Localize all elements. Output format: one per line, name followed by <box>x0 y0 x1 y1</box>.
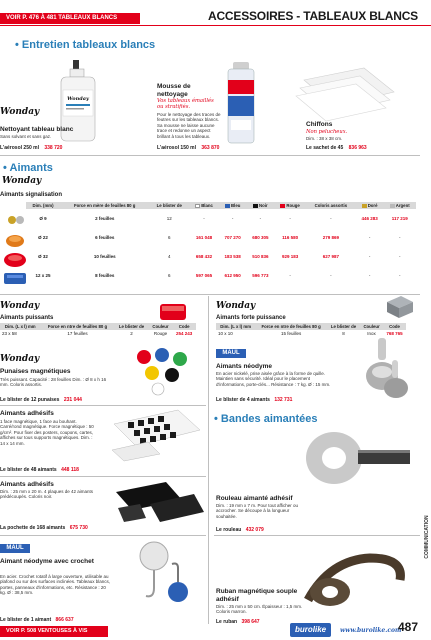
maul-logo: MAUL <box>216 349 246 358</box>
f-couleur: Inox <box>367 331 376 337</box>
col-dim: Dim. (mm) <box>26 202 60 209</box>
nettoyant-price-line <box>0 145 62 151</box>
chiffons-name: Chiffons <box>306 121 333 128</box>
signalisation-cell: 10 feuilles <box>93 253 116 259</box>
adhesifs2-desc: Dim. : 25 mm x 20 m. 4 plaques de 42 aimants prédécoupés. Coloris noir. <box>0 489 94 500</box>
mousse-price-label: L'aérosol 150 ml <box>157 145 196 151</box>
punaises-name: Punaises magnétiques <box>0 368 71 375</box>
signalisation-header-row <box>26 202 416 209</box>
svg-text:Wonday: Wonday <box>67 96 89 102</box>
signalisation-row <box>26 209 416 228</box>
footer-crossref-pill[interactable]: VOIR P. 508 VENTOUSES À VIS <box>0 626 108 637</box>
magnet-thumb-rect <box>3 270 27 286</box>
footer-logo: burolike <box>290 623 331 637</box>
adhesifs1-desc: 1 face magnétique, 1 face au bouhant. Carré/rond magnétique. Force magnétique : 50 g/cm². Pour fixer des posters, coupons, cartes, affiches sur tous supports magnétiques. Dim. : 14 x 14 mm. <box>0 419 94 446</box>
side-tab-communication[interactable] <box>419 515 431 640</box>
adhesifs1-price-label: Le blister de 48 aimants <box>0 467 57 473</box>
col-argent: Argent <box>383 202 416 209</box>
swatch-noir <box>253 204 258 208</box>
p-col-dim: Dim. (L x l) mm <box>0 323 41 330</box>
signalisation-cell[interactable]: 658 432 <box>195 253 213 259</box>
divider-1 <box>0 155 420 156</box>
signalisation-cell: - <box>259 215 262 221</box>
chiffons-image <box>294 60 404 122</box>
signalisation-cell: Ø 32 <box>38 253 48 259</box>
col-blister: Le blister de <box>149 202 189 209</box>
rouleau-price-line <box>216 527 264 533</box>
f-col-dim: Dim. (L x l) mm <box>216 323 255 330</box>
p-force: 17 feuilles <box>67 331 88 337</box>
neodyme-name: Aimants néodyme <box>216 363 272 370</box>
section-heading-bandes: • Bandes aimantées <box>214 413 318 425</box>
col-rouge: Rouge <box>274 202 306 209</box>
f-force: 15 feuilles <box>280 331 302 337</box>
section-heading-aimants: • Aimants <box>3 162 53 174</box>
neodyme-desc: En acier nickelé, prise aisée grâce à la forme de quille. Maintien sans sécurité. Idéal pour le placement d'informations, porte-clés... Résistance : 7 kg. Ø : 15 mm. <box>216 371 331 387</box>
magnet-thumb-32 <box>3 250 27 268</box>
rouleau-image <box>300 428 412 490</box>
p-col-force: Force en ntre de feuilles 80 g <box>41 323 115 330</box>
col-dore: Doré <box>356 202 384 209</box>
brand-wonday-logo-3: Wonday <box>0 301 40 311</box>
col-noir: Noir <box>247 202 275 209</box>
signalisation-cell[interactable]: 707 270 <box>224 234 241 240</box>
signalisation-cell: - <box>368 253 371 259</box>
ruban-ref[interactable]: 398 647 <box>241 619 260 625</box>
chiffons-price-label: Le sachet de 45 <box>306 145 344 151</box>
signalisation-cell: 8 feuilles <box>95 272 115 278</box>
mousse-desc: Pour le nettoyage des traces de feutres sur les tableaux blancs. Sa mousse ne laisse aucune trace et redonne un aspect brillant à tous les tableaux. <box>157 112 221 139</box>
forte-header-row <box>216 323 406 330</box>
header-crossref-pill[interactable]: VOIR P. 476 À 481 TABLEAUX BLANCS <box>0 13 140 24</box>
f-col-code: Code <box>383 323 406 330</box>
rouleau-price-label: Le rouleau <box>216 527 242 533</box>
signalisation-cell: - <box>330 215 332 221</box>
signalisation-table <box>26 202 416 285</box>
page-title: ACCESSOIRES - TABLEAUX BLANCS <box>208 9 418 23</box>
header-rule <box>0 25 431 26</box>
swatch-dore <box>362 204 367 208</box>
ruban-image <box>300 540 412 610</box>
puissants-table <box>0 323 196 338</box>
signalisation-cell[interactable]: 116 580 <box>282 234 299 240</box>
p-col-couleur: Couleur <box>149 323 173 330</box>
col-assortis: Coloris assortis <box>306 202 356 209</box>
mousse-name: Mousse de nettoyage <box>157 83 191 98</box>
p-code[interactable]: 254 243 <box>176 331 193 337</box>
chiffons-tagline: Non pelucheux. <box>306 129 348 135</box>
crochet-ref[interactable]: 866 637 <box>55 617 74 623</box>
signalisation-cell[interactable]: 510 836 <box>252 253 269 259</box>
crochet-name: Aimant néodyme avec crochet <box>0 558 94 565</box>
ruban-name: Ruban magnétique souple adhésif <box>216 588 298 603</box>
signalisation-cell: - <box>398 253 401 259</box>
adhesifs1-ref[interactable]: 448 118 <box>61 467 79 473</box>
signalisation-cell: - <box>368 272 371 278</box>
signalisation-cell: 6 <box>168 272 171 278</box>
signalisation-cell: 12 x 25 <box>35 272 51 278</box>
punaises-image <box>128 345 198 397</box>
signalisation-cell: - <box>398 234 401 240</box>
column-divider <box>208 296 209 624</box>
divider-4 <box>0 476 206 477</box>
swatch-rouge <box>280 204 285 208</box>
p-col-blister: Le blister de <box>114 323 148 330</box>
col-bleu: Bleu <box>219 202 247 209</box>
adhesifs2-price-line <box>0 525 88 531</box>
adhesifs1-image <box>108 406 204 462</box>
signalisation-cell[interactable]: 929 183 <box>281 253 299 259</box>
adhesifs2-price-label: La pochette de 168 aimants <box>0 525 66 531</box>
f-code[interactable]: 768 765 <box>386 331 403 337</box>
signalisation-cell[interactable]: 183 538 <box>224 253 241 259</box>
p-blister: 2 <box>130 331 133 337</box>
signalisation-cell: - <box>289 215 291 221</box>
signalisation-cell: - <box>289 272 291 278</box>
rouleau-name: Rouleau aimanté adhésif <box>216 495 293 502</box>
signalisation-cell[interactable]: 680 305 <box>252 234 269 240</box>
col-force: Force en mère de feuilles 80 g <box>60 202 149 209</box>
signalisation-cell[interactable]: 161 048 <box>195 234 213 240</box>
ruban-price-line <box>216 619 260 625</box>
maul-logo-2: MAUL <box>0 544 30 553</box>
signalisation-cell[interactable]: 279 869 <box>322 234 340 240</box>
puissants-row <box>0 330 196 337</box>
rouleau-ref[interactable]: 432 079 <box>245 527 264 533</box>
signalisation-cell: 6 <box>168 234 171 240</box>
punaises-desc: Très puissant. Capacité : 28 feuilles Dim. : Ø 8 x h 16 mm. Coloris assortis. <box>0 377 107 388</box>
brand-wonday-logo-2: Wonday <box>2 176 42 186</box>
signalisation-cell[interactable]: 612 950 <box>224 272 241 278</box>
ruban-price-label: Le ruban <box>216 619 238 625</box>
signalisation-cell: 4 <box>168 253 171 259</box>
forte-magnet-image <box>383 292 415 320</box>
f-blister: 8 <box>342 331 345 337</box>
signalisation-row <box>26 266 416 285</box>
punaises-price-label: Le blister de 12 punaises <box>0 397 60 403</box>
crochet-desc: En acier. Crochet rotatif à large ouverture, utilisable au plafond ou sur des surfaces inclinées. Tableaux blancs, portes, panneaux d'informations, etc. Résistance : 20 kg. Ø : 38,5 mm. <box>0 574 110 596</box>
footer-url[interactable]: www.burolike.com <box>340 627 402 634</box>
crochet-price-line <box>0 617 74 623</box>
mousse-price-line <box>157 145 219 151</box>
adhesifs1-name: Aimants adhésifs <box>0 410 54 417</box>
col-blanc: Blanc <box>189 202 219 209</box>
brand-wonday-logo-4: Wonday <box>216 301 256 311</box>
side-tab-label: COMMUNICATION <box>424 515 430 559</box>
chiffons-price-line <box>306 145 367 151</box>
signalisation-cell: 12 <box>166 215 172 221</box>
nettoyant-desc: Sans solvant et sans gaz. <box>0 134 52 139</box>
signalisation-cell: - <box>398 272 401 278</box>
ruban-desc: Dim. : 25 mm x 50 cm. Épaisseur : 1,5 mm. Coloris marron. <box>216 604 303 615</box>
mousse-ref[interactable]: 363 870 <box>201 145 220 151</box>
signalisation-cell: - <box>231 215 234 221</box>
divider-2 <box>0 294 420 295</box>
brand-wonday-logo: Wonday <box>0 107 40 117</box>
signalisation-cell: Ø 22 <box>38 234 48 240</box>
neodyme-ref[interactable]: 132 731 <box>274 397 293 403</box>
brand-wonday-logo-5: Wonday <box>0 354 40 364</box>
signalisation-cell: - <box>368 234 371 240</box>
signalisation-row <box>26 247 416 266</box>
forte-title: Aimants forte puissance <box>216 315 286 321</box>
f-dim: 10 x 10 <box>218 331 233 337</box>
signalisation-cell[interactable]: 627 987 <box>322 253 340 259</box>
swatch-argent <box>390 204 395 208</box>
signalisation-cell: - <box>330 272 332 278</box>
f-col-force: Force en ntre de feuilles 80 g <box>255 323 327 330</box>
signalisation-title: Aimants signalisation <box>0 192 63 198</box>
signalisation-cell: Ø 9 <box>39 215 47 221</box>
p-couleur: Rouge <box>153 331 168 337</box>
p-col-code: Code <box>172 323 196 330</box>
section-heading-entretien: • Entretien tableaux blancs <box>15 39 156 51</box>
punaises-ref[interactable]: 231 044 <box>63 397 82 403</box>
adhesifs1-price-line <box>0 467 79 473</box>
signalisation-cell[interactable]: 446 283 <box>361 215 378 221</box>
signalisation-cell: 2 feuilles <box>95 215 115 221</box>
page-number: 487 <box>398 620 419 634</box>
signalisation-cell: 6 feuilles <box>95 234 115 240</box>
puissants-header-row <box>0 323 196 330</box>
signalisation-cell: - <box>203 215 205 221</box>
adhesifs2-image <box>110 478 206 524</box>
crochet-image <box>130 538 200 614</box>
neodyme-image <box>360 336 412 402</box>
signalisation-cell[interactable]: 117 219 <box>391 215 408 221</box>
f-col-blister: Le blister de <box>327 323 360 330</box>
rouleau-desc: Dim. : 19 mm x 7 m. Pour tout afficher ou accrocher. Se découpe à la longueur souhaitée. <box>216 503 298 519</box>
adhesifs2-ref[interactable]: 675 730 <box>69 525 88 531</box>
nettoyant-ref[interactable]: 338 720 <box>44 145 63 151</box>
nettoyant-name: Nettoyant tableau blanc <box>0 126 74 133</box>
magnet-thumb-9 <box>6 213 26 227</box>
f-col-couleur: Couleur <box>360 323 383 330</box>
nettoyant-price-label: L'aérosol 250 ml <box>0 145 39 151</box>
mousse-aerosol-image <box>223 62 259 144</box>
chiffons-desc: Dim. : 38 x 38 cm. <box>306 136 343 141</box>
divider-6 <box>214 535 420 536</box>
punaises-price-line <box>0 397 82 403</box>
signalisation-cell[interactable]: 597 065 <box>195 272 213 278</box>
chiffons-ref[interactable]: 836 963 <box>348 145 367 151</box>
crochet-price-label: Le blister de 1 aimant <box>0 617 52 623</box>
divider-5 <box>0 535 206 536</box>
signalisation-row <box>26 228 416 247</box>
swatch-bleu <box>225 204 230 208</box>
signalisation-cell[interactable]: 596 773 <box>252 272 269 278</box>
neodyme-price-line <box>216 397 292 403</box>
puissant-magnet-image <box>120 300 190 322</box>
swatch-blanc <box>195 204 200 208</box>
p-dim: 23 x 58 <box>2 331 17 337</box>
neodyme-price-label: Le blister de 4 aimants <box>216 397 270 403</box>
magnet-thumb-22 <box>4 232 26 248</box>
adhesifs2-name: Aimants adhésifs <box>0 481 54 488</box>
puissants-title: Aimants puissants <box>0 315 54 321</box>
mousse-tagline: Vos tableaux émaillés ou stratifiés. <box>157 98 214 111</box>
